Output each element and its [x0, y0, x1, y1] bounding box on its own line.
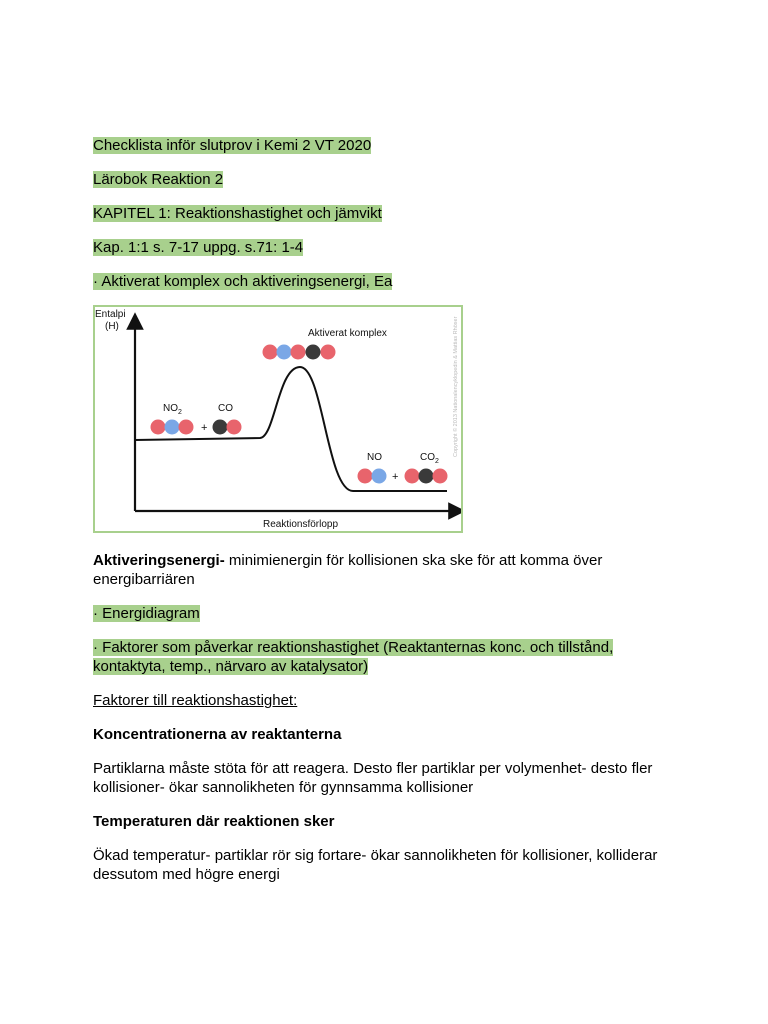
no2-molecule — [151, 420, 194, 435]
carbon-atom — [419, 469, 434, 484]
oxygen-atom — [227, 420, 242, 435]
factors-heading: Faktorer till reaktionshastighet: — [93, 692, 298, 709]
bullet-activated-complex: · Aktiverat komplex och aktiveringsenergi, Ea — [93, 273, 393, 290]
pages-line: Kap. 1:1 s. 7-17 uppg. s.71: 1-4 — [93, 239, 304, 256]
carbon-atom — [306, 345, 321, 360]
oxygen-atom — [151, 420, 166, 435]
co2-molecule — [405, 469, 448, 484]
oxygen-atom — [263, 345, 278, 360]
section-temperature-heading: Temperaturen där reaktionen sker — [93, 813, 335, 830]
chapter-line: KAPITEL 1: Reaktionshastighet och jämvikt — [93, 205, 382, 222]
activated-complex-molecule — [263, 345, 336, 360]
section-temperature-text: Ökad temperatur- partiklar rör sig fortare- ökar sannolikheten för kollisioner, kolliderar dessutom med högre energi — [93, 847, 658, 883]
energy-diagram-figure — [93, 305, 463, 533]
title-line: Checklista inför slutprov i Kemi 2 VT 2020 — [93, 137, 372, 154]
co-molecule — [213, 420, 242, 435]
oxygen-atom — [321, 345, 336, 360]
y-axis-label: Entalpi — [95, 309, 126, 320]
section-concentration-heading: Koncentrationerna av reaktanterna — [93, 726, 342, 743]
activated-complex-label: Aktiverat komplex — [308, 328, 387, 339]
definition-paragraph: Aktiveringsenergi- minimienergin för kollisionen ska ske för att komma över energibarriären — [93, 552, 603, 588]
no-molecule — [358, 469, 387, 484]
bullet-factors: · Faktorer som påverkar reaktionshastighet (Reaktanternas konc. och tillstånd, kontaktyta, temp., närvaro av katalysator) — [93, 639, 614, 675]
product-co2-label: $CO_2$ — [420, 452, 439, 465]
x-axis-label: Reaktionsförlopp — [263, 519, 339, 530]
nitrogen-atom — [165, 420, 180, 435]
copyright-text: Copyright © 2013 Nationalencyklopedin & Mattias Rhöser — [453, 316, 459, 457]
oxygen-atom — [358, 469, 373, 484]
reactant-no2-label: $NO_2$ — [163, 403, 182, 416]
carbon-atom — [213, 420, 228, 435]
book-line: Lärobok Reaktion 2 — [93, 171, 224, 188]
oxygen-atom — [433, 469, 448, 484]
y-axis-unit: (H) — [105, 321, 119, 332]
nitrogen-atom — [372, 469, 387, 484]
plus-sign: + — [392, 471, 399, 483]
product-no-label: NO — [367, 452, 382, 463]
oxygen-atom — [291, 345, 306, 360]
section-concentration-text: Partiklarna måste stöta för att reagera. Desto fler partiklar per volymenhet- desto fler kollisioner- ökar sannolikheten för gynnsamma kollisioner — [93, 760, 653, 796]
nitrogen-atom — [277, 345, 292, 360]
bullet-energy-diagram: · Energidiagram — [93, 605, 200, 622]
energy-diagram — [95, 307, 461, 531]
reactant-co-label: CO — [218, 403, 233, 414]
plus-sign: + — [201, 422, 208, 434]
oxygen-atom — [405, 469, 420, 484]
oxygen-atom — [179, 420, 194, 435]
